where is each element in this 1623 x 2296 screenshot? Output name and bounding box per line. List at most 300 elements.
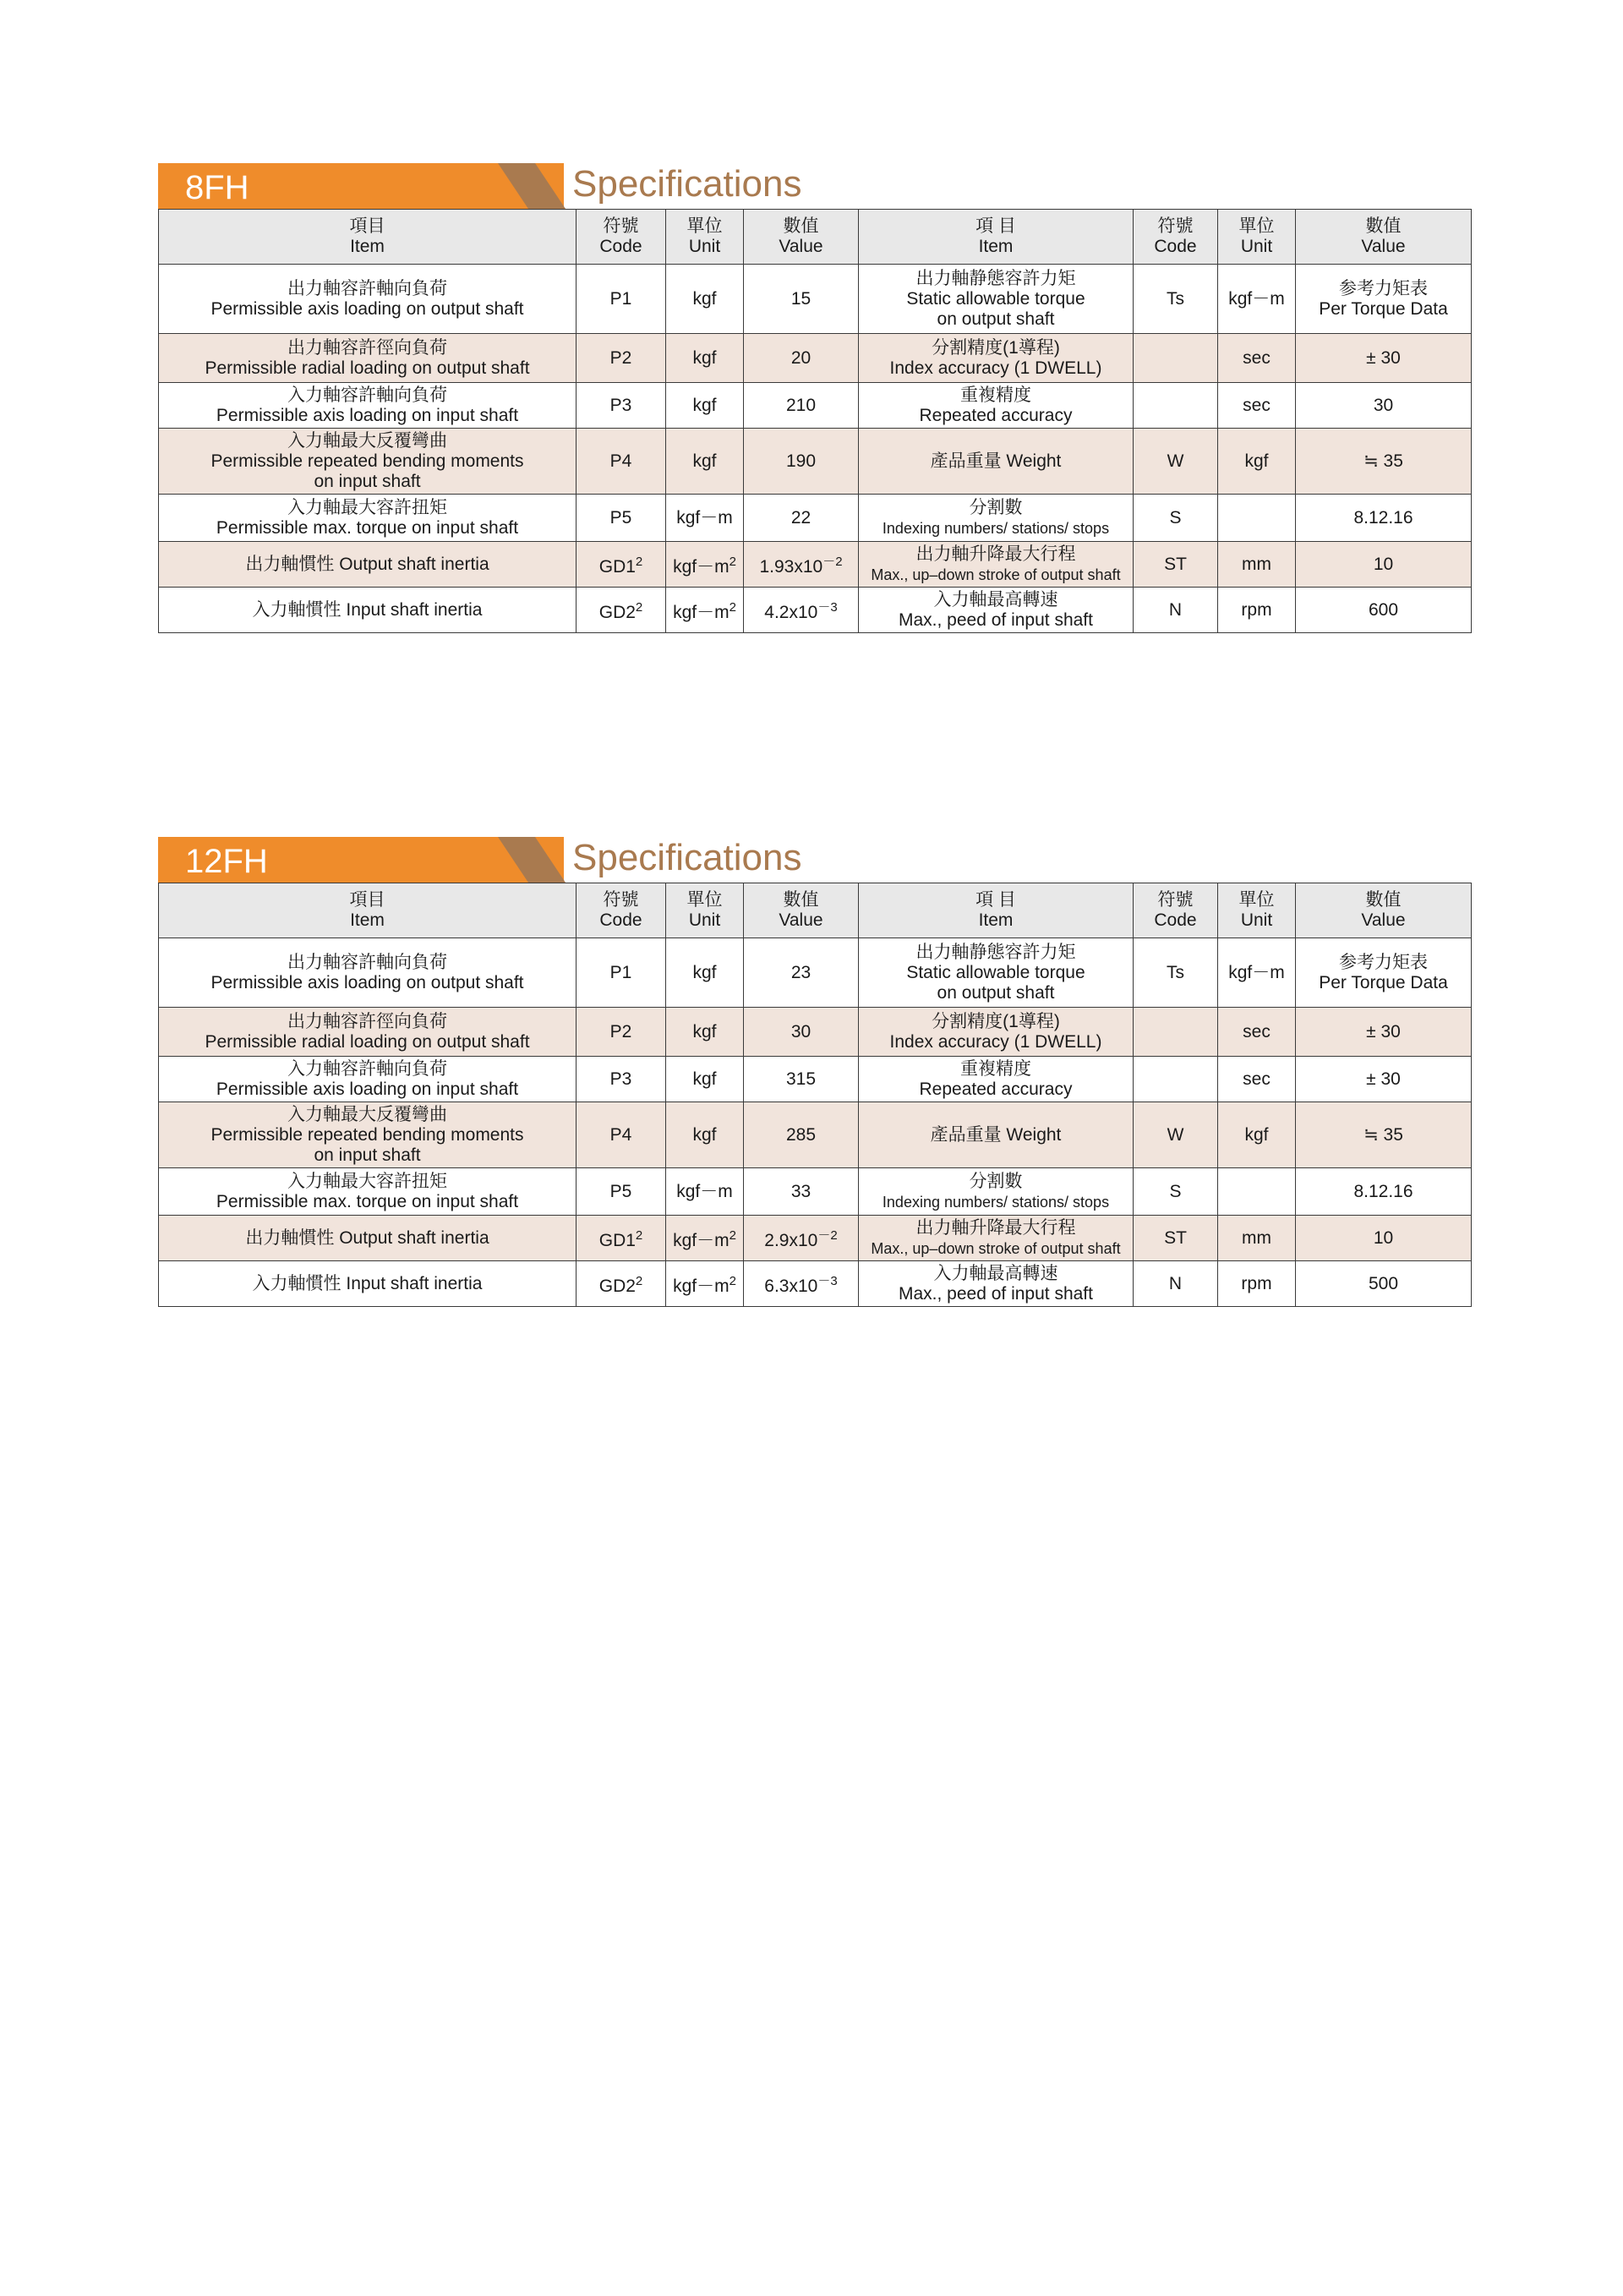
header-item-2 <box>859 210 1134 265</box>
left-code: P1 <box>609 962 632 982</box>
left-value: 20 <box>790 347 812 368</box>
model-name: 8FH <box>185 169 249 206</box>
left-unit: kgf－m <box>676 1181 733 1201</box>
right-unit-cell <box>1218 938 1296 1008</box>
left-item-cell <box>159 383 577 429</box>
right-value: ≒ 35 <box>1363 1124 1403 1145</box>
left-value-cell <box>744 1102 859 1168</box>
left-item-zh: 出力軸容許軸向負荷 <box>287 278 447 298</box>
right-unit: mm <box>1242 554 1271 574</box>
table-row <box>159 588 1472 633</box>
left-unit: kgf <box>692 451 717 471</box>
left-item-zh: 出力軸容許軸向負荷 <box>287 952 447 972</box>
left-value: 285 <box>785 1124 817 1145</box>
left-item-cell <box>159 1216 577 1261</box>
right-item-en: Indexing numbers/ stations/ stops <box>882 1193 1110 1211</box>
left-unit-cell <box>666 265 744 334</box>
left-item-zh: 入力軸最大反覆彎曲 <box>287 430 447 451</box>
right-item-zh: 入力軸最高轉速 <box>933 589 1058 610</box>
table-row <box>159 1216 1472 1261</box>
section-title: Specifications <box>572 837 802 878</box>
right-unit-cell <box>1218 495 1296 542</box>
left-value: 22 <box>790 507 812 528</box>
left-item-cell <box>159 938 577 1008</box>
left-item-cell <box>159 1168 577 1216</box>
right-item-cell <box>859 1168 1134 1216</box>
right-item-cell <box>859 334 1134 383</box>
left-unit-cell <box>666 334 744 383</box>
header-code <box>577 210 666 265</box>
right-item-cell <box>859 1261 1134 1307</box>
right-code: S <box>1169 1181 1182 1201</box>
left-item-zh: 入力軸容許軸向負荷 <box>287 385 447 405</box>
left-value: 15 <box>790 288 812 309</box>
right-unit-cell <box>1218 588 1296 633</box>
right-item-zh: 重複精度 <box>960 1058 1031 1079</box>
header-unit <box>666 210 744 265</box>
left-item-cell <box>159 588 577 633</box>
right-code-cell <box>1134 1008 1218 1057</box>
right-code: S <box>1169 507 1182 528</box>
right-item-cell <box>859 429 1134 495</box>
left-unit-cell <box>666 588 744 633</box>
left-unit: kgf－m <box>676 507 733 528</box>
header-unit-en: Unit <box>688 237 721 256</box>
left-item-en: Permissible axis loading on input shaft <box>216 1079 519 1099</box>
left-unit-cell <box>666 383 744 429</box>
header-code-2-zh: 符號 <box>1157 890 1194 910</box>
spec-table <box>158 883 1472 1307</box>
right-value: 500 <box>1368 1273 1399 1293</box>
header-value <box>744 883 859 938</box>
right-code-cell <box>1134 1216 1218 1261</box>
left-unit: kgf <box>692 288 717 309</box>
left-value-sup: －3 <box>817 599 838 615</box>
left-code: P2 <box>609 1021 632 1041</box>
left-unit: kgf－m <box>673 1276 730 1296</box>
left-item-cell <box>159 1261 577 1307</box>
header-item-zh: 項目 <box>349 216 385 236</box>
header-item-2-zh: 項 目 <box>975 890 1016 910</box>
left-unit-sup: 2 <box>729 554 736 569</box>
header-code <box>577 883 666 938</box>
left-value-cell <box>744 542 859 588</box>
left-unit-cell <box>666 938 744 1008</box>
right-value: ± 30 <box>1366 1069 1401 1089</box>
left-code-cell <box>577 383 666 429</box>
left-item-en-2: on input shaft <box>314 1145 421 1165</box>
right-item-en: Static allowable torque <box>906 962 1085 982</box>
left-code-cell <box>577 1216 666 1261</box>
left-code-sup: 2 <box>635 1273 643 1288</box>
right-value-cell <box>1296 542 1472 588</box>
right-item-en: Repeated accuracy <box>919 1079 1073 1099</box>
header-value-zh: 數值 <box>783 890 819 910</box>
left-item-cell <box>159 542 577 588</box>
right-item-en: Repeated accuracy <box>919 405 1073 425</box>
table-row <box>159 938 1472 1008</box>
left-item-en: Permissible repeated bending moments <box>210 451 524 471</box>
left-item-en: Permissible radial loading on output shaft <box>205 358 530 378</box>
right-item-en-2: on output shaft <box>937 309 1055 329</box>
right-item-zh: 入力軸最高轉速 <box>933 1263 1058 1283</box>
left-item-en: Permissible axis loading on output shaft <box>210 972 524 992</box>
right-code-cell <box>1134 542 1218 588</box>
left-code-cell <box>577 265 666 334</box>
right-unit-cell <box>1218 542 1296 588</box>
right-unit: sec <box>1243 1021 1271 1041</box>
header-code-2-zh: 符號 <box>1157 216 1194 236</box>
table-row <box>159 1261 1472 1307</box>
right-code: ST <box>1164 1227 1187 1248</box>
right-item-en-2: on output shaft <box>937 982 1055 1003</box>
header-code-zh: 符號 <box>603 890 639 910</box>
header-value-2 <box>1296 883 1472 938</box>
left-item-zh: 入力軸慣性 Input shaft inertia <box>252 599 483 620</box>
right-unit-cell <box>1218 1008 1296 1057</box>
right-value-cell <box>1296 334 1472 383</box>
right-item-en: Max., peed of input shaft <box>899 610 1093 630</box>
left-value-cell <box>744 938 859 1008</box>
right-item-cell <box>859 1057 1134 1102</box>
left-unit-cell <box>666 1057 744 1102</box>
right-item-en: Indexing numbers/ stations/ stops <box>882 519 1110 537</box>
left-value: 23 <box>790 962 812 982</box>
header-unit-2-zh: 單位 <box>1238 890 1275 910</box>
section-title: Specifications <box>572 163 802 205</box>
left-item-zh: 入力軸容許軸向負荷 <box>287 1058 447 1079</box>
right-value-2: Per Torque Data <box>1319 972 1448 992</box>
left-item-zh: 出力軸容許徑向負荷 <box>287 1011 447 1031</box>
left-value: 6.3x10 <box>764 1276 818 1296</box>
left-unit-cell <box>666 429 744 495</box>
left-value-cell <box>744 429 859 495</box>
left-code: P3 <box>609 1069 632 1089</box>
header-code-2 <box>1134 210 1218 265</box>
right-item-zh: 出力軸升降最大行程 <box>915 544 1076 564</box>
left-unit-cell <box>666 1102 744 1168</box>
left-unit-sup: 2 <box>729 1273 736 1288</box>
right-item-cell <box>859 1102 1134 1168</box>
left-item-cell <box>159 495 577 542</box>
left-code: GD2 <box>598 1276 636 1296</box>
left-item-cell <box>159 265 577 334</box>
left-item-zh: 出力軸慣性 Output shaft inertia <box>245 554 489 574</box>
header-item <box>159 883 577 938</box>
right-value-cell <box>1296 495 1472 542</box>
right-value: 30 <box>1373 395 1394 415</box>
left-code-cell <box>577 1261 666 1307</box>
table-header-row <box>159 883 1472 938</box>
left-item-en: Permissible axis loading on output shaft <box>210 298 524 319</box>
right-code: Ts <box>1167 962 1184 982</box>
left-unit-cell <box>666 1261 744 1307</box>
left-item-cell <box>159 1008 577 1057</box>
left-item-zh: 入力軸最大容許扭矩 <box>287 1171 447 1191</box>
right-code-cell <box>1134 1057 1218 1102</box>
right-value: ≒ 35 <box>1363 451 1403 471</box>
header-value-2-en: Value <box>1361 910 1406 930</box>
table-row <box>159 334 1472 383</box>
right-unit: sec <box>1243 347 1271 368</box>
left-item-en-2: on input shaft <box>314 471 421 491</box>
right-code-cell <box>1134 334 1218 383</box>
right-value: 600 <box>1368 599 1399 620</box>
left-code-cell <box>577 542 666 588</box>
right-item-zh: 出力軸静態容許力矩 <box>915 268 1076 288</box>
left-value-cell <box>744 495 859 542</box>
left-item-en: Permissible max. torque on input shaft <box>216 517 519 538</box>
header-item-2 <box>859 883 1134 938</box>
left-code: P5 <box>609 1181 632 1201</box>
left-code: P5 <box>609 507 632 528</box>
header-value-2-en: Value <box>1361 237 1406 256</box>
spec-section-8fh <box>158 163 1471 633</box>
table-row <box>159 1057 1472 1102</box>
left-value-cell <box>744 588 859 633</box>
left-value-cell <box>744 334 859 383</box>
right-value-cell <box>1296 1216 1472 1261</box>
left-unit-cell <box>666 495 744 542</box>
left-code-sup: 2 <box>635 1227 643 1243</box>
left-value-cell <box>744 265 859 334</box>
left-value: 1.93x10 <box>759 556 823 577</box>
header-unit-en: Unit <box>688 910 721 930</box>
left-code: GD1 <box>598 1230 636 1250</box>
right-value: 参考力矩表 <box>1339 952 1428 972</box>
left-value-cell <box>744 1168 859 1216</box>
left-item-zh: 出力軸慣性 Output shaft inertia <box>245 1227 489 1248</box>
table-header-row <box>159 210 1472 265</box>
table-row <box>159 1008 1472 1057</box>
header-item-en: Item <box>350 910 385 930</box>
left-item-en: Permissible radial loading on output shaft <box>205 1031 530 1052</box>
left-unit: kgf－m <box>673 1230 730 1250</box>
left-code: P4 <box>609 1124 632 1145</box>
header-unit <box>666 883 744 938</box>
right-item-zh: 分割精度(1導程) <box>932 1011 1060 1031</box>
header-unit-2-en: Unit <box>1240 910 1273 930</box>
left-code: P4 <box>609 451 632 471</box>
header-unit-2 <box>1218 883 1296 938</box>
left-code-cell <box>577 1057 666 1102</box>
right-item-cell <box>859 495 1134 542</box>
right-unit: sec <box>1243 1069 1271 1089</box>
left-item-zh: 入力軸最大反覆彎曲 <box>287 1104 447 1124</box>
right-value-cell <box>1296 1261 1472 1307</box>
right-item-zh: 出力軸静態容許力矩 <box>915 942 1076 962</box>
left-unit: kgf <box>692 347 717 368</box>
right-code: Ts <box>1167 288 1184 309</box>
left-value-cell <box>744 1216 859 1261</box>
right-unit: kgf－m <box>1228 288 1285 309</box>
left-value: 190 <box>785 451 817 471</box>
header-code-2-en: Code <box>1154 910 1197 930</box>
right-code-cell <box>1134 265 1218 334</box>
right-item-en: Max., up–down stroke of output shaft <box>871 1239 1121 1257</box>
right-code-cell <box>1134 1168 1218 1216</box>
header-unit-2-en: Unit <box>1240 237 1273 256</box>
left-code-cell <box>577 1168 666 1216</box>
header-value-zh: 數值 <box>783 216 819 236</box>
left-unit-sup: 2 <box>729 599 736 615</box>
left-code: GD2 <box>598 602 636 622</box>
left-value: 2.9x10 <box>764 1230 818 1250</box>
right-unit: mm <box>1242 1227 1271 1248</box>
right-code: W <box>1167 1124 1184 1145</box>
right-code: ST <box>1164 554 1187 574</box>
right-unit: kgf <box>1244 451 1269 471</box>
header-value-en: Value <box>779 910 823 930</box>
right-item-zh: 產品重量 Weight <box>930 1124 1062 1145</box>
header-item-en: Item <box>350 237 385 256</box>
right-value-cell <box>1296 588 1472 633</box>
left-unit: kgf－m <box>673 602 730 622</box>
left-code-sup: 2 <box>635 599 643 615</box>
right-item-zh: 分割數 <box>969 497 1023 517</box>
model-name: 12FH <box>185 843 268 880</box>
left-unit-cell <box>666 1008 744 1057</box>
header-value-en: Value <box>779 237 823 256</box>
left-item-cell <box>159 334 577 383</box>
section-banner <box>158 837 1471 883</box>
right-unit-cell <box>1218 1102 1296 1168</box>
right-item-zh: 出力軸升降最大行程 <box>915 1217 1076 1238</box>
right-value: 8.12.16 <box>1353 1181 1413 1201</box>
right-item-en: Static allowable torque <box>906 288 1085 309</box>
left-unit: kgf <box>692 1124 717 1145</box>
left-value-cell <box>744 383 859 429</box>
header-unit-zh: 單位 <box>686 890 723 910</box>
header-code-2-en: Code <box>1154 237 1197 256</box>
right-code-cell <box>1134 1102 1218 1168</box>
header-code-en: Code <box>599 237 642 256</box>
right-code-cell <box>1134 495 1218 542</box>
spec-section-12fh <box>158 837 1471 1307</box>
left-item-zh: 出力軸容許徑向負荷 <box>287 337 447 358</box>
left-value-sup: －2 <box>817 1227 838 1243</box>
right-item-cell <box>859 542 1134 588</box>
left-unit: kgf <box>692 962 717 982</box>
left-item-zh: 入力軸慣性 Input shaft inertia <box>252 1273 483 1293</box>
right-code: N <box>1168 599 1183 620</box>
right-value: ± 30 <box>1366 347 1401 368</box>
header-item-2-en: Item <box>978 237 1014 256</box>
left-item-en: Permissible repeated bending moments <box>210 1124 524 1145</box>
left-code-cell <box>577 1008 666 1057</box>
right-item-zh: 重複精度 <box>960 385 1031 405</box>
left-code-cell <box>577 588 666 633</box>
right-item-cell <box>859 938 1134 1008</box>
right-item-cell <box>859 1216 1134 1261</box>
left-code: P2 <box>609 347 632 368</box>
left-item-en: Permissible axis loading on input shaft <box>216 405 519 425</box>
left-code: GD1 <box>598 556 636 577</box>
table-row <box>159 495 1472 542</box>
header-code-zh: 符號 <box>603 216 639 236</box>
right-value: 参考力矩表 <box>1339 278 1428 298</box>
left-unit-cell <box>666 542 744 588</box>
right-unit-cell <box>1218 1261 1296 1307</box>
left-value-sup: －2 <box>822 554 843 569</box>
right-unit-cell <box>1218 383 1296 429</box>
left-item-cell <box>159 429 577 495</box>
right-code: N <box>1168 1273 1183 1293</box>
right-code: W <box>1167 451 1184 471</box>
right-unit-cell <box>1218 1057 1296 1102</box>
header-unit-2 <box>1218 210 1296 265</box>
header-value-2-zh: 數值 <box>1365 216 1402 236</box>
right-unit: kgf <box>1244 1124 1269 1145</box>
right-item-cell <box>859 265 1134 334</box>
right-item-en: Max., peed of input shaft <box>899 1283 1093 1304</box>
left-item-cell <box>159 1057 577 1102</box>
right-item-en: Index accuracy (1 DWELL) <box>889 358 1102 378</box>
right-value-2: Per Torque Data <box>1319 298 1448 319</box>
left-value-cell <box>744 1008 859 1057</box>
table-row <box>159 265 1472 334</box>
header-value-2-zh: 數值 <box>1365 890 1402 910</box>
left-value-cell <box>744 1261 859 1307</box>
table-row <box>159 383 1472 429</box>
left-code: P3 <box>609 395 632 415</box>
header-value-2 <box>1296 210 1472 265</box>
left-code-cell <box>577 495 666 542</box>
right-item-cell <box>859 383 1134 429</box>
left-code-cell <box>577 1102 666 1168</box>
right-unit-cell <box>1218 1168 1296 1216</box>
right-unit: rpm <box>1241 599 1272 620</box>
left-unit: kgf－m <box>673 556 730 577</box>
left-value: 30 <box>790 1021 812 1041</box>
header-item-zh: 項目 <box>349 890 385 910</box>
right-value-cell <box>1296 265 1472 334</box>
header-code-2 <box>1134 883 1218 938</box>
right-unit: sec <box>1243 395 1271 415</box>
left-value: 315 <box>785 1069 817 1089</box>
right-unit: rpm <box>1241 1273 1272 1293</box>
right-unit: kgf－m <box>1228 962 1285 982</box>
left-unit: kgf <box>692 395 717 415</box>
right-value-cell <box>1296 1168 1472 1216</box>
right-value-cell <box>1296 383 1472 429</box>
header-unit-zh: 單位 <box>686 216 723 236</box>
right-value-cell <box>1296 429 1472 495</box>
left-item-cell <box>159 1102 577 1168</box>
header-value <box>744 210 859 265</box>
spec-table <box>158 209 1472 633</box>
left-value: 33 <box>790 1181 812 1201</box>
section-banner <box>158 163 1471 209</box>
right-unit-cell <box>1218 334 1296 383</box>
right-code-cell <box>1134 1261 1218 1307</box>
left-item-en: Permissible max. torque on input shaft <box>216 1191 519 1211</box>
right-code-cell <box>1134 383 1218 429</box>
left-value-cell <box>744 1057 859 1102</box>
header-item <box>159 210 577 265</box>
right-code-cell <box>1134 938 1218 1008</box>
right-item-en: Index accuracy (1 DWELL) <box>889 1031 1102 1052</box>
right-value-cell <box>1296 1057 1472 1102</box>
left-unit-cell <box>666 1168 744 1216</box>
right-unit-cell <box>1218 429 1296 495</box>
right-item-zh: 分割精度(1導程) <box>932 337 1060 358</box>
header-unit-2-zh: 單位 <box>1238 216 1275 236</box>
right-value: 10 <box>1373 1227 1394 1248</box>
right-value-cell <box>1296 938 1472 1008</box>
right-item-en: Max., up–down stroke of output shaft <box>871 566 1121 583</box>
header-item-2-en: Item <box>978 910 1014 930</box>
